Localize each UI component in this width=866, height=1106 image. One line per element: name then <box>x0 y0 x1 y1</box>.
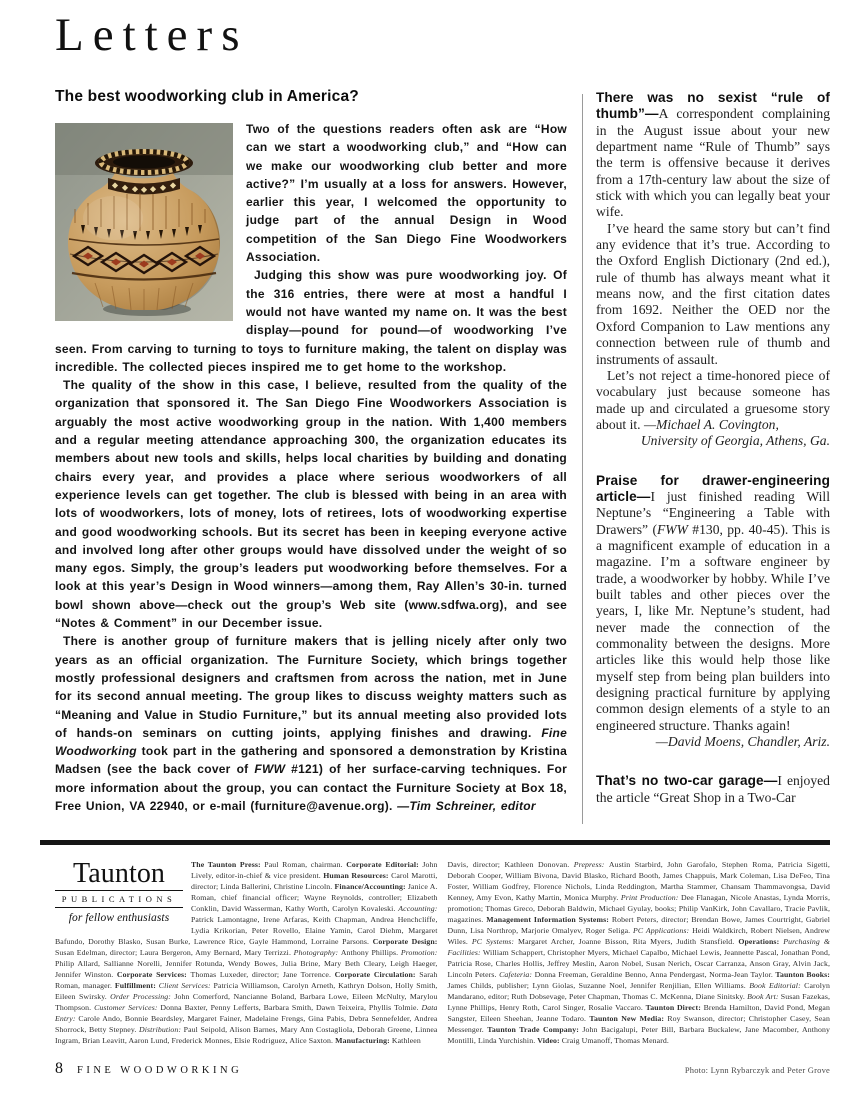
main-letter-column <box>55 88 567 832</box>
turned-bowl-illustration <box>55 123 233 321</box>
page-footer <box>55 1060 830 1078</box>
page-title: Letters <box>55 9 249 61</box>
taunton-logo-tagline: for fellow enthusiasts <box>68 912 170 924</box>
letter-paragraph: Praise for drawer-engineering article—I just finished reading Will Neptune’s “Engineering a Table with Drawers” (FWW #130, pp. 40-45). This is a magnificent example of education in a magazine. I’m a software engineer by trade, a woodworker by hobby. While I’ve built tables and other pieces over the years, I, like Mr. Neptune’s student, had never made the connection of the commonality between the designs. More articles like this would help those like myself step from being plan builders into designing practical furniture by applying common design elements of a style to an engineered structure. Thanks again! <box>596 472 830 733</box>
taunton-logo <box>55 860 183 924</box>
letter-signature: University of Georgia, Athens, Ga. <box>640 433 830 449</box>
letter-paragraph: There was no sexist “rule of thumb”—A correspondent complaining in the August issue about your new department name “Rule of Thumb” says the term is offensive because it derives from a 17th-century law about the size of stick with which you can legally beat your wife. <box>596 90 830 220</box>
turned-bowl-photo <box>55 123 233 321</box>
letter-signature: —David Moens, Chandler, Ariz. <box>655 734 830 750</box>
content-area <box>55 88 830 832</box>
masthead-rule <box>40 840 830 845</box>
masthead-column-2 <box>448 859 831 1046</box>
letter-paragraph: Let’s not reject a time-honored piece of vocabulary just because someone has made up and circulated a gruesome story about it. —Michael A. Covington, <box>596 367 830 432</box>
masthead <box>55 859 830 1046</box>
main-letter-paragraph: Judging this show was pure woodworking joy. Of the 316 entries, there were at most a handful I would not have wanted my name on. It was the best display—pound for pound—of woodworking I’ve seen. From carving to turning to toys to furniture making, the talent on display was incredible. The collected pieces inspired me to get home to the workshop. <box>55 268 567 374</box>
masthead-text-2: Davis, director; Kathleen Donovan. Prepress: Austin Starbird, John Garofalo, Stephen Roma, Patricia Sigetti, Deborah Cooper, William Bivona, David Blasko, Richard Booth, James Chappuis, Mark Coleman, Lisa DeFeo, Tina Foster, William Godfrey, Florence Nichols, Linda Reddington, Martha Stammer, Chansam Thammavongsa, David Kenney, Amy Evon, Kathy Martin, Monica Murphy. Print Production: Dee Flanagan, Nicole Anastas, Lynda Morris, promotion; Thomas Greco, Deborah Baldwin, Michael Gyulay, books; Philip VanKirk, John Cavallaro, Tracie Pavlik, magazines. Management Information Systems: Robert Peters, director; Brendan Bowe, James Courtright, Gabriel Dunn, Lisa Northrop, Marjorie Omalyev, Roger Seliga. PC Applications: Heidi Waldkirch, Robert Nielsen, Andrew Wiles. PC Systems: Margaret Archer, Joanne Bisson, Rita Myers, Judith Stansfield. Operations: Purchasing & Facilities: William Schappert, Christopher Myers, Michael Capalbo, Michael Lewis, Jeannette Pascal, Jonathan Pond, Patricia Rose, Charles Hollis, Jeffrey Meslin, Aaron Nobel, Susan Nerich, Oscar Carranza, Anson Gray, Alvin Jack, Lincoln Peters. Cafeteria: Donna Freeman, Geraldine Benno, Anna Pendergast, Norma-Jean Taylor. Taunton Books: James Childs, publisher; Lynn Giolas, Suzanne Noel, Jennifer Renjilian, Ellen Williams. Book Editorial: Carolyn Mandarano, editor; Ruth Dobsevage, Peter Chapman, Thomas C. McKenna, Diane Sinitsky. Book Art: Susan Fazekas, Lynne Phillips, Henry Roth, Carol Singer, Rosalie Vaccaro. Taunton Direct: Brenda Hamilton, David Pond, Megan Sangster, Eileen Sheehan, Jeanne Todaro. Taunton New Media: Roy Swanson, director; Christopher Casey, Sean Messenger. Taunton Trade Company: John Bacigalupi, Peter Bill, Barbara Buckalew, Jane Macomber, Anthony Montilli, Linda Yurchishin. Video: Craig Umanoff, Thomas Menard. <box>447 860 831 1045</box>
masthead-text-1: The Taunton Press: Paul Roman, chairman. Corporate Editorial: John Lively, editor-in-chief & vice president. Human Resources: Carol Marotti, director; Linda Ballerini, Christine Lincoln. Finance/Accounting: Janice A. Roman, chief financial officer; Wayne Reynolds, controller; Elizabeth Conklin, David Wasserman, Kathy Worth, Carolyn Kovaleski. Accounting: Patrick Lamontagne, Irene Arfaras, Keith Chapman, Andrea Henchcliffe, Lydia Krikorian, Peter Rovello, Elaine Yamin, Carol Diehm, Margaret Bafundo, Dorothy Blasko, Susan Burke, Lawrence Rice, Gayle Hammond, Lorraine Parsons. Corporate Design: Susan Edelman, director; Laura Bergeron, Amy Bernard, Mary Terrizzi. Photography: Anthony Phillips. Promotion: Philip Allard, Sallianne Norelli, Jennifer Rotunda, Wendy Bowes, Julia Brine, Mary Beth Cleary, Leigh Haeger, Jennifer Winston. Corporate Services: Thomas Luxeder, director; Jane Torrence. Corporate Circulation: Sarah Roman, manager. Fulfillment: Client Services: Patricia Williamson, Carolyn Arneth, Kathryn Dolson, Holly Smith, Eileen Swirsky. Order Processing: John Comerford, Nancianne Boland, Barbara Lowe, Eileen McNulty, Marylou Thompson. Customer Services: Donna Baxter, Penny Lefferts, Barbara Smith, Dawn Teixeira, Phyllis Tolmie. Data Entry: Carole Ando, Bonnie Beardsley, Margaret Fainer, Madelaine Frengs, Gina Pabis, Debra Sennefelder, Andrea Shorrock, Betty Stepney. Distribution: Paul Seipold, Alison Barnes, Mary Ann Costagliola, Deborah Greene, Linnea Ingram, Brian Leavitt, Aaron Lund, Frederick Monnes, Elsie Rodriguez, Alice Saxton. Manufacturing: Kathleen <box>55 860 438 1045</box>
page-number: 8 <box>55 1060 63 1077</box>
letter-item <box>596 473 830 751</box>
main-letter-paragraph: There is another group of furniture makers that is jelling nicely after only two years as an official organization. The Furniture Society, which brings together mostly professional designers and craftsmen from across the nation, met in June for its second annual meeting. The group likes to discuss weighty matters such as “Meaning and Value in Studio Furniture,” but its annual meeting also provided lots of hands-on seminars on cutting joints, applying finishes and drawing. Fine Woodworking took part in the gathering and sponsored a demonstration by Kristina Madsen (see the back cover of FWW #121) of her surface-carving techniques. For more information about the group, you can contact the Furniture Society at Box 18, Free Union, VA 22940, or e-mail (furniture@avenue.org). —Tim Schreiner, editor <box>55 634 568 813</box>
letters-column <box>596 88 830 832</box>
letter-lead: There was no sexist “rule of thumb”— <box>596 90 830 122</box>
main-letter-paragraph: Two of the questions readers often ask are “How can we start a woodworking club,” and “How can we make our woodworking club better and more active?” I’m usually at a loss for answers. However, earlier this year, I welcomed the opportunity to judge part of the annual Design in Wood competition of the San Diego Fine Woodworkers Association. <box>246 122 567 265</box>
main-letter-body <box>55 120 567 815</box>
letter-paragraph: That’s no two-car garage—I enjoyed the article “Great Shop in a Two-Car <box>596 773 830 805</box>
letters-list <box>596 90 830 806</box>
letter-lead: Praise for drawer-engineering article— <box>596 472 830 504</box>
taunton-logo-name: Taunton <box>72 858 166 889</box>
main-letter-heading: The best woodworking club in America? <box>55 88 359 105</box>
letter-paragraph: I’ve heard the same story but can’t find any evidence that it’s true. According to the Oxford English Dictionary (2nd ed.), rule of thumb has always meant what it means now, and the first citation dates from 1692. Neither the OED nor the Oxford Companion to Law mentions any connection between rule of thumb and instruments of assault. <box>596 220 830 367</box>
taunton-logo-publications: PUBLICATIONS <box>55 890 183 908</box>
footer-left <box>55 1060 242 1078</box>
masthead-column-1 <box>55 859 438 1046</box>
photo-credit: Photo: Lynn Rybarczyk and Peter Grove <box>684 1065 830 1075</box>
column-divider <box>582 94 583 824</box>
letter-item <box>596 90 830 450</box>
letter-item <box>596 773 830 806</box>
letter-lead: That’s no two-car garage— <box>596 773 778 789</box>
magazine-name: FINE WOODWORKING <box>77 1065 243 1076</box>
main-letter-paragraph: The quality of the show in this case, I believe, resulted from the quality of the organization that sponsored it. The San Diego Fine Woodworkers Association is arguably the most active woodworking group in the nation. With 1,400 members and a regular meeting attendance approaching 300, the organization educates its members about new tools and skills, helps local charities by building and donating chairs every year, and provides a place where serious woodworkers of all experience levels can get together. The club is blessed with being in an area with lots of woodworkers, lots of money, lots of retirees, lots of woodworking expertise and good woodworking schools. But its secret has been in keeping everyone active and involved long after other groups would have dissolved under the weight of so many egos. Simply, the group’s leaders put woodworking before themselves. For a look at this year’s Design in Wood winners—among them, Ray Allen’s 30-in. turned bowl shown above—check out the group’s Web site (www.sdfwa.org), and see “Notes & Comment” in our December issue. <box>55 378 567 631</box>
